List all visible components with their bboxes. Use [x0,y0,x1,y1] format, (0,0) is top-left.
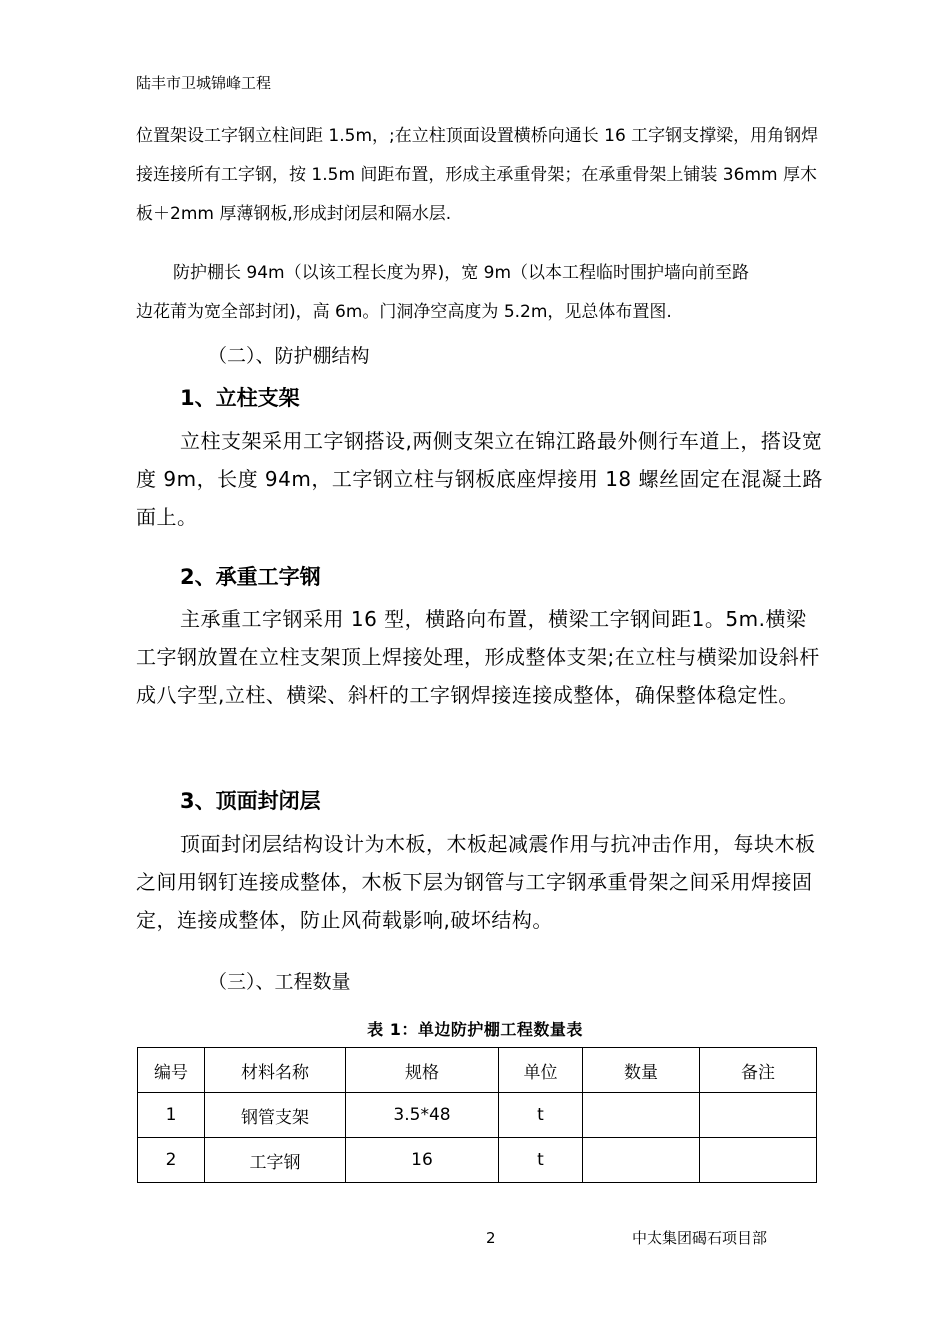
table-cell: 1 [138,1093,205,1138]
intro-paragraph-2-line-2: 边花莆为宽全部封闭)，高 6m。门洞净空高度为 5.2m，见总体布置图. [136,302,672,322]
item-1-text: 立柱支架采用工字钢搭设,两侧支架立在锦江路最外侧行车道上，搭设宽度 9m，长度 94m，工字钢立柱与钢板底座焊接用 18 螺丝固定在混凝土路面上。 [136,429,824,529]
table-header-cell: 材料名称 [205,1048,346,1093]
table-header-cell: 单位 [499,1048,583,1093]
table-header-cell: 规格 [346,1048,499,1093]
table-header-cell: 备注 [700,1048,817,1093]
quantity-table [137,1047,817,1183]
table-row [138,1138,817,1183]
item-1-heading: 1、立柱支架 [180,386,300,410]
table-cell: 钢管支架 [205,1093,346,1138]
intro-paragraph-2-line-1: 防护棚长 94m（以该工程长度为界)，宽 9m（以本工程临时围护墙向前至路 [173,263,750,283]
section-3-title: （三）、工程数量 [208,971,351,993]
page-number: 2 [486,1229,496,1247]
table-cell: 16 [346,1138,499,1183]
table-header-cell: 编号 [138,1048,205,1093]
table-caption: 表 1：单边防护棚工程数量表 [367,1020,583,1039]
intro-paragraph-1: 位置架设工字钢立柱间距 1.5m，;在立柱顶面设置横桥向通长 16 工字钢支撑梁，用角钢焊接连接所有工字钢，按 1.5m 间距布置，形成主承重骨架；在承重骨架上铺装 36mm 厚木板＋2mm 厚薄钢板,形成封闭层和隔水层. [136,126,819,224]
table-header-cell: 数量 [583,1048,700,1093]
table-cell [583,1138,700,1183]
item-2-heading: 2、承重工字钢 [180,565,321,589]
table-cell [700,1138,817,1183]
item-3-text: 顶面封闭层结构设计为木板，木板起减震作用与抗冲击作用，每块木板之间用钢钉连接成整体，木板下层为钢管与工字钢承重骨架之间采用焊接固定，连接成整体，防止风荷载影响,破坏结构。 [136,832,816,932]
table-cell: 2 [138,1138,205,1183]
table-row [138,1093,817,1138]
item-3-heading: 3、顶面封闭层 [180,789,321,813]
table-cell: 工字钢 [205,1138,346,1183]
page-header: 陆丰市卫城锦峰工程 [136,74,272,92]
item-2-text: 主承重工字钢采用 16 型，横路向布置，横梁工字钢间距1。5m.横梁工字钢放置在立柱支架顶上焊接处理，形成整体支架;在立柱与横梁加设斜杆成八字型,立柱、横梁、斜杆的工字钢焊接连接成整体，确保整体稳定性。 [136,607,820,707]
table-cell: t [499,1138,583,1183]
table-cell: 3.5*48 [346,1093,499,1138]
table-cell: t [499,1093,583,1138]
section-2-title: （二）、防护棚结构 [208,345,370,367]
table-header-row [138,1048,817,1093]
table-cell [583,1093,700,1138]
table-cell [700,1093,817,1138]
footer-organization: 中太集团碣石项目部 [632,1229,768,1247]
